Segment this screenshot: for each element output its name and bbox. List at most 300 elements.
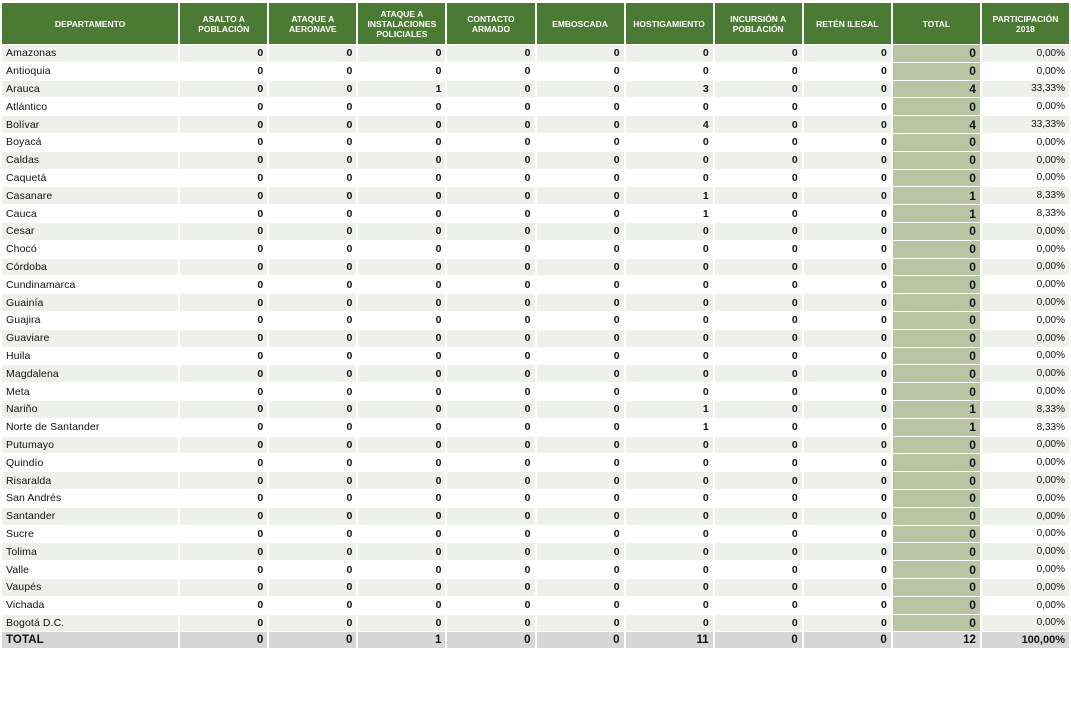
col-participacion-header: PARTICIPACIÓN 2018 xyxy=(982,3,1069,44)
value-cell: 0 xyxy=(447,134,534,151)
value-cell: 0 xyxy=(804,597,891,614)
table-row xyxy=(2,348,1069,365)
value-cell: 0 xyxy=(447,276,534,293)
value-cell: 0 xyxy=(537,632,624,648)
value-cell: 0 xyxy=(180,294,267,311)
table-row xyxy=(2,312,1069,329)
value-cell: 0 xyxy=(269,134,356,151)
value-cell: 0 xyxy=(447,561,534,578)
value-cell: 0 xyxy=(358,543,445,560)
table-row xyxy=(2,134,1069,151)
table-row xyxy=(2,490,1069,507)
value-cell: 0 xyxy=(358,419,445,436)
col-emboscada-header: EMBOSCADA xyxy=(537,3,624,44)
value-cell: 0 xyxy=(180,615,267,632)
value-cell: 0 xyxy=(447,543,534,560)
value-cell: 0 xyxy=(537,508,624,525)
total-cell: 0 xyxy=(893,45,980,62)
value-cell: 0 xyxy=(180,223,267,240)
value-cell: 0 xyxy=(358,454,445,471)
value-cell: 0 xyxy=(358,116,445,133)
value-cell: 0 xyxy=(269,152,356,169)
value-cell: 0 xyxy=(447,401,534,418)
total-cell: 0 xyxy=(893,615,980,632)
value-cell: 0 xyxy=(715,45,802,62)
value-cell: 0 xyxy=(269,543,356,560)
value-cell: 0 xyxy=(447,348,534,365)
value-cell: 0 xyxy=(180,454,267,471)
value-cell: 0 xyxy=(180,330,267,347)
total-cell: 0 xyxy=(893,312,980,329)
col-reten-ilegal-header: RETÉN ILEGAL xyxy=(804,3,891,44)
value-cell: 0 xyxy=(715,579,802,596)
participation-cell: 33,33% xyxy=(982,81,1069,98)
participation-cell: 33,33% xyxy=(982,116,1069,133)
table-row xyxy=(2,561,1069,578)
value-cell: 0 xyxy=(180,63,267,80)
total-cell: 4 xyxy=(893,116,980,133)
participation-cell: 0,00% xyxy=(982,579,1069,596)
value-cell: 0 xyxy=(804,294,891,311)
value-cell: 0 xyxy=(180,152,267,169)
total-cell: 0 xyxy=(893,454,980,471)
value-cell: 0 xyxy=(358,579,445,596)
department-cell: Sucre xyxy=(2,526,178,543)
value-cell: 0 xyxy=(537,437,624,454)
value-cell: 0 xyxy=(537,276,624,293)
value-cell: 0 xyxy=(447,579,534,596)
value-cell: 0 xyxy=(269,526,356,543)
value-cell: 0 xyxy=(804,45,891,62)
value-cell: 0 xyxy=(626,615,713,632)
total-cell: 0 xyxy=(893,276,980,293)
department-cell: Cundinamarca xyxy=(2,276,178,293)
value-cell: 0 xyxy=(804,170,891,187)
value-cell: 0 xyxy=(715,63,802,80)
value-cell: 0 xyxy=(358,45,445,62)
table-row xyxy=(2,543,1069,560)
col-contacto-armado-header: CONTACTO ARMADO xyxy=(447,3,534,44)
department-cell: Boyacá xyxy=(2,134,178,151)
value-cell: 0 xyxy=(537,490,624,507)
table-row xyxy=(2,116,1069,133)
value-cell: 0 xyxy=(715,490,802,507)
table-row xyxy=(2,223,1069,240)
col-total-header: TOTAL xyxy=(893,3,980,44)
value-cell: 0 xyxy=(358,134,445,151)
total-cell: 0 xyxy=(893,223,980,240)
value-cell: 0 xyxy=(447,419,534,436)
value-cell: 0 xyxy=(626,579,713,596)
total-cell: 1 xyxy=(893,205,980,222)
value-cell: 0 xyxy=(447,170,534,187)
value-cell: 0 xyxy=(804,312,891,329)
value-cell: 0 xyxy=(269,579,356,596)
value-cell: 0 xyxy=(269,259,356,276)
value-cell: 0 xyxy=(537,205,624,222)
value-cell: 0 xyxy=(180,241,267,258)
total-cell: 0 xyxy=(893,152,980,169)
table-row xyxy=(2,259,1069,276)
value-cell: 0 xyxy=(180,348,267,365)
value-cell: 0 xyxy=(804,454,891,471)
value-cell: 0 xyxy=(537,259,624,276)
total-cell: 0 xyxy=(893,365,980,382)
department-cell: Guajira xyxy=(2,312,178,329)
table-row xyxy=(2,579,1069,596)
value-cell: 0 xyxy=(537,597,624,614)
table-row xyxy=(2,615,1069,632)
participation-cell: 8,33% xyxy=(982,187,1069,204)
table-row xyxy=(2,383,1069,400)
department-cell: Nariño xyxy=(2,401,178,418)
department-cell: Valle xyxy=(2,561,178,578)
total-cell: 0 xyxy=(893,597,980,614)
value-cell: 0 xyxy=(626,526,713,543)
value-cell: 0 xyxy=(626,259,713,276)
total-cell: 0 xyxy=(893,259,980,276)
value-cell: 0 xyxy=(715,152,802,169)
participation-cell: 0,00% xyxy=(982,330,1069,347)
value-cell: 0 xyxy=(269,45,356,62)
value-cell: 0 xyxy=(180,276,267,293)
total-cell: 4 xyxy=(893,81,980,98)
value-cell: 0 xyxy=(358,526,445,543)
department-cell: Chocó xyxy=(2,241,178,258)
header-row xyxy=(2,3,1069,44)
value-cell: 0 xyxy=(804,526,891,543)
value-cell: 0 xyxy=(447,294,534,311)
value-cell: 0 xyxy=(537,561,624,578)
total-cell: 0 xyxy=(893,383,980,400)
value-cell: 0 xyxy=(715,383,802,400)
value-cell: 0 xyxy=(804,437,891,454)
value-cell: 0 xyxy=(180,45,267,62)
value-cell: 0 xyxy=(804,472,891,489)
table-row xyxy=(2,98,1069,115)
value-cell: 0 xyxy=(447,63,534,80)
participation-cell: 0,00% xyxy=(982,454,1069,471)
value-cell: 0 xyxy=(537,312,624,329)
participation-cell: 0,00% xyxy=(982,543,1069,560)
value-cell: 0 xyxy=(358,152,445,169)
total-cell: 1 xyxy=(893,187,980,204)
value-cell: 0 xyxy=(447,597,534,614)
value-cell: 0 xyxy=(715,294,802,311)
value-cell: 0 xyxy=(715,241,802,258)
value-cell: 0 xyxy=(715,348,802,365)
value-cell: 0 xyxy=(626,561,713,578)
value-cell: 0 xyxy=(269,490,356,507)
participation-cell: 0,00% xyxy=(982,98,1069,115)
value-cell: 0 xyxy=(626,365,713,382)
participation-cell: 0,00% xyxy=(982,294,1069,311)
value-cell: 0 xyxy=(358,615,445,632)
department-cell: Caquetá xyxy=(2,170,178,187)
value-cell: 0 xyxy=(447,223,534,240)
department-cell: Cesar xyxy=(2,223,178,240)
value-cell: 0 xyxy=(180,365,267,382)
value-cell: 0 xyxy=(269,312,356,329)
department-cell: San Andrés xyxy=(2,490,178,507)
value-cell: 0 xyxy=(804,81,891,98)
participation-cell: 0,00% xyxy=(982,597,1069,614)
value-cell: 0 xyxy=(269,508,356,525)
value-cell: 0 xyxy=(180,383,267,400)
value-cell: 0 xyxy=(715,312,802,329)
department-cell: Atlántico xyxy=(2,98,178,115)
value-cell: 0 xyxy=(715,508,802,525)
value-cell: 0 xyxy=(804,134,891,151)
value-cell: 0 xyxy=(358,472,445,489)
value-cell: 0 xyxy=(447,383,534,400)
department-cell: Quindío xyxy=(2,454,178,471)
value-cell: 0 xyxy=(180,312,267,329)
total-cell: 0 xyxy=(893,98,980,115)
value-cell: 0 xyxy=(358,437,445,454)
value-cell: 4 xyxy=(626,116,713,133)
value-cell: 0 xyxy=(269,401,356,418)
value-cell: 0 xyxy=(715,187,802,204)
value-cell: 0 xyxy=(447,205,534,222)
value-cell: 0 xyxy=(358,294,445,311)
value-cell: 0 xyxy=(715,472,802,489)
value-cell: 0 xyxy=(537,81,624,98)
value-cell: 0 xyxy=(269,383,356,400)
value-cell: 0 xyxy=(715,116,802,133)
value-cell: 0 xyxy=(269,276,356,293)
value-cell: 0 xyxy=(269,330,356,347)
value-cell: 0 xyxy=(804,490,891,507)
value-cell: 0 xyxy=(358,187,445,204)
value-cell: 0 xyxy=(358,383,445,400)
value-cell: 0 xyxy=(804,223,891,240)
value-cell: 11 xyxy=(626,632,713,648)
department-cell: Arauca xyxy=(2,81,178,98)
value-cell: 0 xyxy=(180,134,267,151)
value-cell: 0 xyxy=(180,81,267,98)
col-incursion-poblacion-header: INCURSIÓN A POBLACIÓN xyxy=(715,3,802,44)
value-cell: 0 xyxy=(537,98,624,115)
value-cell: 0 xyxy=(715,543,802,560)
value-cell: 0 xyxy=(180,205,267,222)
participation-cell: 0,00% xyxy=(982,134,1069,151)
value-cell: 0 xyxy=(447,526,534,543)
department-cell: Antioquia xyxy=(2,63,178,80)
value-cell: 0 xyxy=(180,170,267,187)
value-cell: 0 xyxy=(358,330,445,347)
value-cell: 0 xyxy=(269,170,356,187)
value-cell: 0 xyxy=(537,116,624,133)
value-cell: 0 xyxy=(715,561,802,578)
participation-cell: 0,00% xyxy=(982,472,1069,489)
value-cell: 0 xyxy=(358,170,445,187)
value-cell: 0 xyxy=(269,365,356,382)
table-row xyxy=(2,330,1069,347)
value-cell: 0 xyxy=(358,401,445,418)
value-cell: 0 xyxy=(626,437,713,454)
value-cell: 0 xyxy=(537,348,624,365)
value-cell: 0 xyxy=(804,187,891,204)
value-cell: 0 xyxy=(537,187,624,204)
value-cell: 0 xyxy=(804,365,891,382)
value-cell: 0 xyxy=(804,401,891,418)
value-cell: 1 xyxy=(626,187,713,204)
total-cell: 0 xyxy=(893,543,980,560)
value-cell: 0 xyxy=(626,241,713,258)
value-cell: 0 xyxy=(180,116,267,133)
department-cell: Bogotá D.C. xyxy=(2,615,178,632)
value-cell: 0 xyxy=(804,615,891,632)
value-cell: 0 xyxy=(626,294,713,311)
col-ataque-instalaciones-header: ATAQUE A INSTALACIONES POLICIALES xyxy=(358,3,445,44)
department-cell: Magdalena xyxy=(2,365,178,382)
value-cell: 0 xyxy=(269,632,356,648)
participation-cell: 8,33% xyxy=(982,419,1069,436)
value-cell: 0 xyxy=(715,401,802,418)
table-row xyxy=(2,170,1069,187)
value-cell: 0 xyxy=(626,490,713,507)
value-cell: 0 xyxy=(626,454,713,471)
total-cell: 0 xyxy=(893,472,980,489)
value-cell: 0 xyxy=(447,365,534,382)
value-cell: 0 xyxy=(537,401,624,418)
value-cell: 0 xyxy=(715,205,802,222)
participation-cell: 0,00% xyxy=(982,526,1069,543)
value-cell: 0 xyxy=(626,597,713,614)
participation-cell: 0,00% xyxy=(982,223,1069,240)
value-cell: 1 xyxy=(626,401,713,418)
value-cell: 0 xyxy=(447,615,534,632)
value-cell: 0 xyxy=(804,383,891,400)
department-cell: Norte de Santander xyxy=(2,419,178,436)
participation-cell: 0,00% xyxy=(982,615,1069,632)
value-cell: 0 xyxy=(269,419,356,436)
value-cell: 0 xyxy=(358,561,445,578)
participation-cell: 8,33% xyxy=(982,401,1069,418)
value-cell: 3 xyxy=(626,81,713,98)
total-cell: 0 xyxy=(893,170,980,187)
value-cell: 0 xyxy=(358,63,445,80)
department-cell: Santander xyxy=(2,508,178,525)
table-row xyxy=(2,152,1069,169)
participation-cell: 0,00% xyxy=(982,561,1069,578)
value-cell: 0 xyxy=(180,472,267,489)
value-cell: 0 xyxy=(358,98,445,115)
participation-cell: 0,00% xyxy=(982,437,1069,454)
participation-cell: 0,00% xyxy=(982,45,1069,62)
value-cell: 0 xyxy=(804,508,891,525)
department-cell: Amazonas xyxy=(2,45,178,62)
total-cell: 0 xyxy=(893,241,980,258)
participation-cell: 0,00% xyxy=(982,348,1069,365)
total-row xyxy=(2,632,1069,648)
value-cell: 0 xyxy=(537,45,624,62)
table-row xyxy=(2,454,1069,471)
value-cell: 0 xyxy=(804,543,891,560)
total-cell: 0 xyxy=(893,63,980,80)
value-cell: 0 xyxy=(804,561,891,578)
total-cell: 0 xyxy=(893,294,980,311)
table-row xyxy=(2,241,1069,258)
participation-cell: 0,00% xyxy=(982,63,1069,80)
total-cell: 0 xyxy=(893,508,980,525)
value-cell: 0 xyxy=(358,205,445,222)
value-cell: 0 xyxy=(447,454,534,471)
value-cell: 1 xyxy=(358,632,445,648)
value-cell: 1 xyxy=(358,81,445,98)
value-cell: 0 xyxy=(715,330,802,347)
value-cell: 0 xyxy=(804,330,891,347)
value-cell: 0 xyxy=(180,401,267,418)
value-cell: 0 xyxy=(180,632,267,648)
value-cell: 0 xyxy=(358,597,445,614)
value-cell: 0 xyxy=(804,348,891,365)
value-cell: 0 xyxy=(537,472,624,489)
table-row xyxy=(2,597,1069,614)
table-row xyxy=(2,276,1069,293)
department-cell: Vichada xyxy=(2,597,178,614)
value-cell: 0 xyxy=(180,561,267,578)
value-cell: 0 xyxy=(537,330,624,347)
department-cell: Córdoba xyxy=(2,259,178,276)
value-cell: 0 xyxy=(180,543,267,560)
value-cell: 0 xyxy=(715,419,802,436)
table-row xyxy=(2,187,1069,204)
value-cell: 0 xyxy=(626,330,713,347)
value-cell: 0 xyxy=(447,98,534,115)
table-row xyxy=(2,419,1069,436)
participation-cell: 0,00% xyxy=(982,490,1069,507)
value-cell: 0 xyxy=(269,98,356,115)
value-cell: 0 xyxy=(358,490,445,507)
value-cell: 0 xyxy=(269,472,356,489)
value-cell: 0 xyxy=(447,490,534,507)
value-cell: 0 xyxy=(715,454,802,471)
value-cell: 0 xyxy=(626,134,713,151)
value-cell: 0 xyxy=(804,98,891,115)
participation-cell: 100,00% xyxy=(982,632,1069,648)
department-cell: Caldas xyxy=(2,152,178,169)
value-cell: 0 xyxy=(626,170,713,187)
value-cell: 0 xyxy=(269,294,356,311)
participation-cell: 8,33% xyxy=(982,205,1069,222)
value-cell: 0 xyxy=(537,170,624,187)
value-cell: 0 xyxy=(180,597,267,614)
value-cell: 0 xyxy=(269,597,356,614)
value-cell: 0 xyxy=(715,526,802,543)
value-cell: 0 xyxy=(715,259,802,276)
value-cell: 0 xyxy=(626,543,713,560)
value-cell: 0 xyxy=(715,437,802,454)
value-cell: 0 xyxy=(537,543,624,560)
department-cell: Casanare xyxy=(2,187,178,204)
total-cell: 0 xyxy=(893,437,980,454)
total-cell: 0 xyxy=(893,348,980,365)
department-cell: Cauca xyxy=(2,205,178,222)
table-row xyxy=(2,437,1069,454)
value-cell: 0 xyxy=(358,312,445,329)
participation-cell: 0,00% xyxy=(982,383,1069,400)
value-cell: 0 xyxy=(715,276,802,293)
value-cell: 0 xyxy=(626,348,713,365)
value-cell: 0 xyxy=(180,187,267,204)
value-cell: 0 xyxy=(626,472,713,489)
value-cell: 0 xyxy=(537,223,624,240)
value-cell: 0 xyxy=(715,170,802,187)
value-cell: 0 xyxy=(180,579,267,596)
value-cell: 0 xyxy=(358,241,445,258)
